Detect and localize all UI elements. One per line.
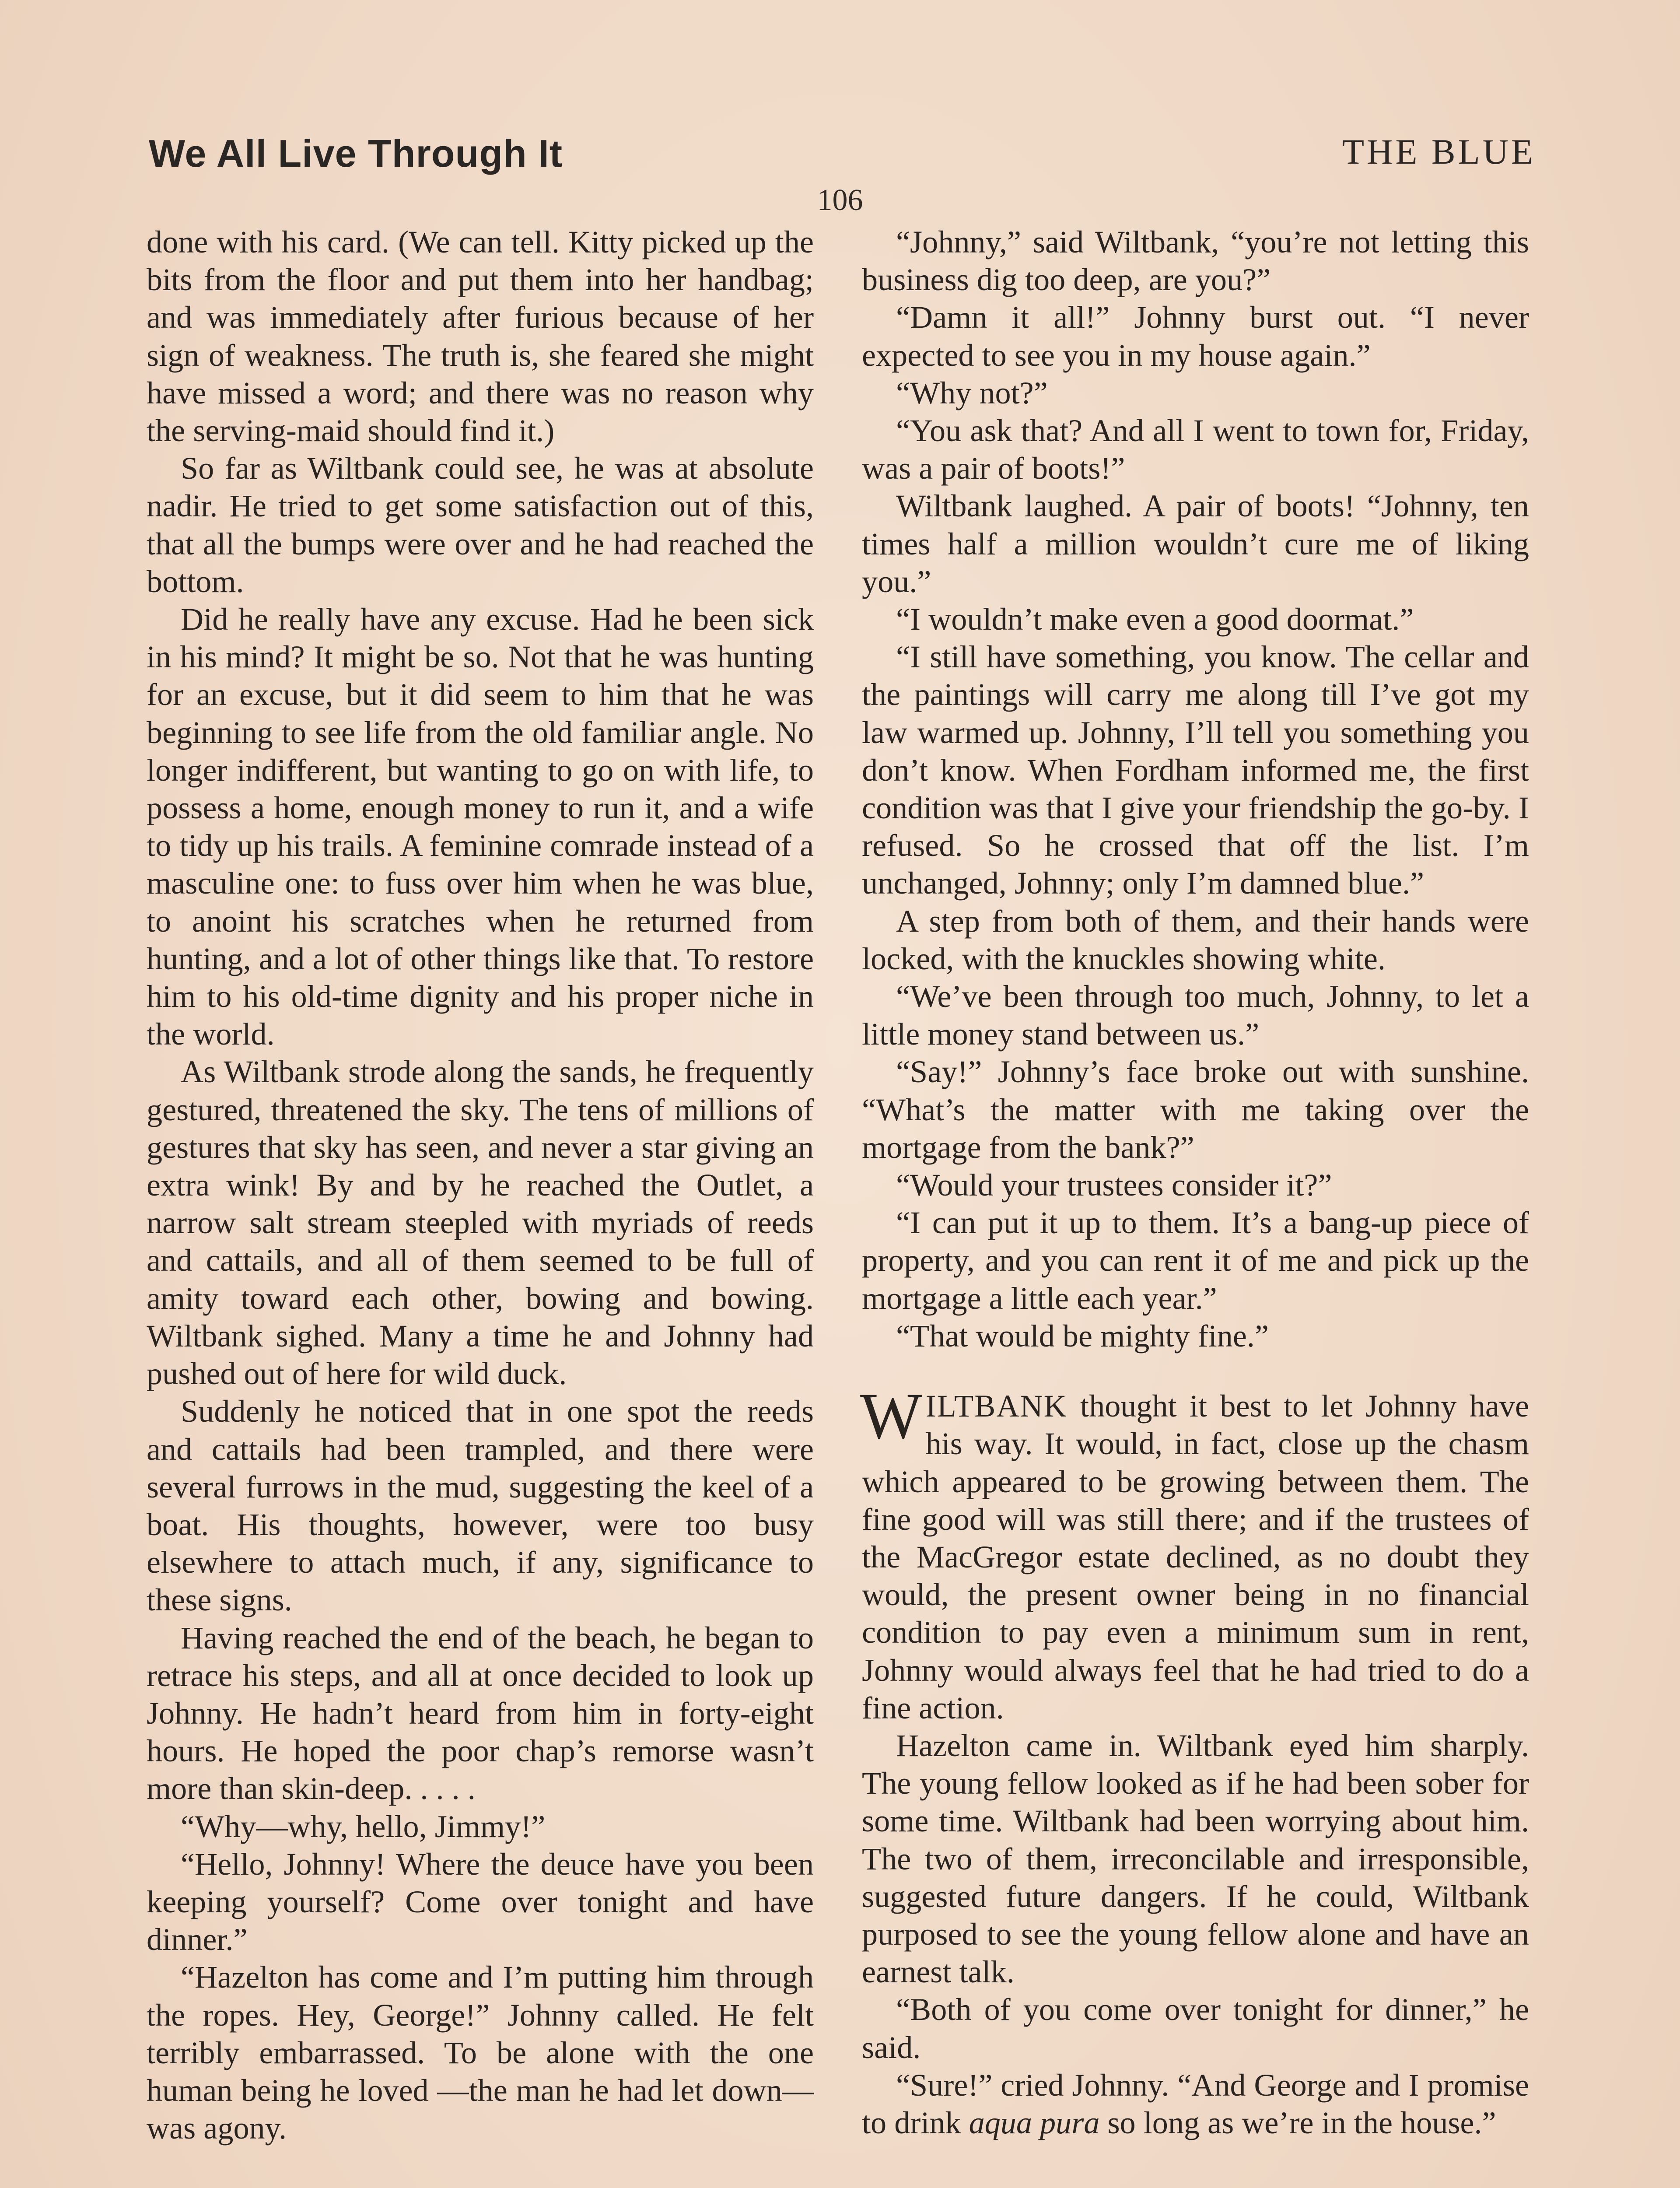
paragraph: “We’ve been through too much, Johnny, to let a little money stand between us.”: [862, 979, 1529, 1052]
paragraph-text: “Sure!” cried Johnny. “And George and I promise to drink: [862, 2067, 1529, 2140]
paragraph: “That would be mighty fine.”: [896, 1318, 1269, 1353]
paragraph: Hazelton came in. Wiltbank eyed him sharply. The young fellow looked as if he had been sober for some time. Wiltbank had been worrying about him. The two of them, irreconcilable and irresponsible, suggested future dangers. If he could, Wiltbank purposed to see the young fellow alone and have an earnest talk.: [862, 1728, 1529, 1990]
section-break: [862, 1355, 1529, 1387]
paragraph: “Would your trustees consider it?”: [896, 1168, 1332, 1203]
paragraph: As Wiltbank strode along the sands, he frequently gestured, threatened the sky. The tens of millions of gestures that sky has seen, and never a star giving an extra wink! By and by he reached the Outlet, a narrow salt stream steepled with myriads of reeds and cattails, and all of them seemed to be full of amity toward each other, bowing and bowing. Wiltbank sighed. Many a time he and Johnny had pushed out of here for wild duck.: [147, 1054, 814, 1392]
paragraph: “Hazelton has come and I’m putting him through the ropes. Hey, George!” Johnny called. He felt terribly embarrassed. To be alone with the one human being he loved —the man he had let down—was agony.: [147, 1960, 814, 2146]
section-opening-paragraph: [860, 1380, 1529, 1727]
story-title: We All Live Through It: [149, 132, 563, 175]
paragraph: Having reached the end of the beach, he began to retrace his steps, and all at once decided to look up Johnny. He hadn’t heard from him in forty-eight hours. He hoped the poor chap’s remorse wasn’t more than skin-deep. . . . .: [147, 1620, 814, 1806]
paragraph: done with his card. (We can tell. Kitty picked up the bits from the floor and put them into her handbag; and was immediately after furious because of her sign of weakness. The truth is, she feared she might have missed a word; and there was no reason why the serving-maid should find it.): [147, 224, 814, 449]
left-column: [147, 223, 814, 2147]
small-caps-lead: ILTBANK: [925, 1389, 1068, 1424]
paragraph: “I still have something, you know. The cellar and the paintings will carry me along till I’ve got my law warmed up. Johnny, I’ll tell you something you don’t know. When Fordham informed me, the first condition was that I give your friendship the go-by. I refused. So he crossed that off the list. I’m unchanged, Johnny; only I’m damned blue.”: [862, 639, 1529, 901]
paragraph: “I wouldn’t make even a good doormat.”: [896, 602, 1414, 637]
paragraph: “Johnny,” said Wiltbank, “you’re not letting this business dig too deep, are you?”: [862, 224, 1529, 298]
paragraph: “Why—why, hello, Jimmy!”: [181, 1809, 546, 1844]
paragraph: “I can put it up to them. It’s a bang-up piece of property, and you can rent it of me and pick up the mortgage a little each year.”: [862, 1205, 1529, 1316]
paragraph: A step from both of them, and their hands were locked, with the knuckles showing white.: [862, 903, 1529, 976]
paragraph: [862, 2066, 1529, 2142]
magazine-name: THE BLUE: [1342, 132, 1536, 172]
italic-phrase: aqua pura: [969, 2105, 1100, 2140]
page-number: 106: [817, 183, 863, 217]
paragraph: “Damn it all!” Johnny burst out. “I never expected to see you in my house again.”: [862, 300, 1529, 373]
paragraph-text: thought it best to let Johnny have his way. It would, in fact, close up the chasm which appeared to be growing between them. The fine good will was still there; and if the trustees of the MacGregor estate declined, as no doubt they would, the present owner being in no financial condition to pay even a minimum sum in rent, Johnny would always feel that he had tried to do a fine action.: [862, 1389, 1529, 1725]
paragraph: “You ask that? And all I went to town for, Friday, was a pair of boots!”: [862, 413, 1529, 486]
paragraph: “Why not?”: [896, 375, 1048, 410]
paragraph: Did he really have any excuse. Had he been sick in his mind? It might be so. Not that he was hunting for an excuse, but it did seem to him that he was beginning to see life from the old familiar angle. No longer indifferent, but wanting to go on with life, to possess a home, enough money to run it, and a wife to tidy up his trails. A feminine comrade instead of a masculine one: to fuss over him when he was blue, to anoint his scratches when he returned from hunting, and a lot of other things like that. To restore him to his old-time dignity and his proper niche in the world.: [147, 602, 814, 1052]
paragraph: “Both of you come over tonight for dinner,” he said.: [862, 1992, 1529, 2065]
paragraph: Wiltbank laughed. A pair of boots! “Johnny, ten times half a million wouldn’t cure me of liking you.”: [862, 488, 1529, 599]
paragraph: “Hello, Johnny! Where the deuce have you been keeping yourself? Come over tonight and have dinner.”: [147, 1846, 814, 1957]
paragraph: “Say!” Johnny’s face broke out with sunshine. “What’s the matter with me taking over the mortgage from the bank?”: [862, 1054, 1529, 1165]
drop-cap: W: [860, 1380, 922, 1453]
paragraph: So far as Wiltbank could see, he was at absolute nadir. He tried to get some satisfaction out of this, that all the bumps were over and he had reached the bottom.: [147, 451, 814, 599]
paragraph-text: so long as we’re in the house.”: [1099, 2105, 1496, 2140]
paragraph: Suddenly he noticed that in one spot the reeds and cattails had been trampled, and there were several furrows in the mud, suggesting the keel of a boat. His thoughts, however, were too busy elsewhere to attach much, if any, significance to these signs.: [147, 1394, 814, 1618]
right-column: [862, 223, 1529, 2142]
